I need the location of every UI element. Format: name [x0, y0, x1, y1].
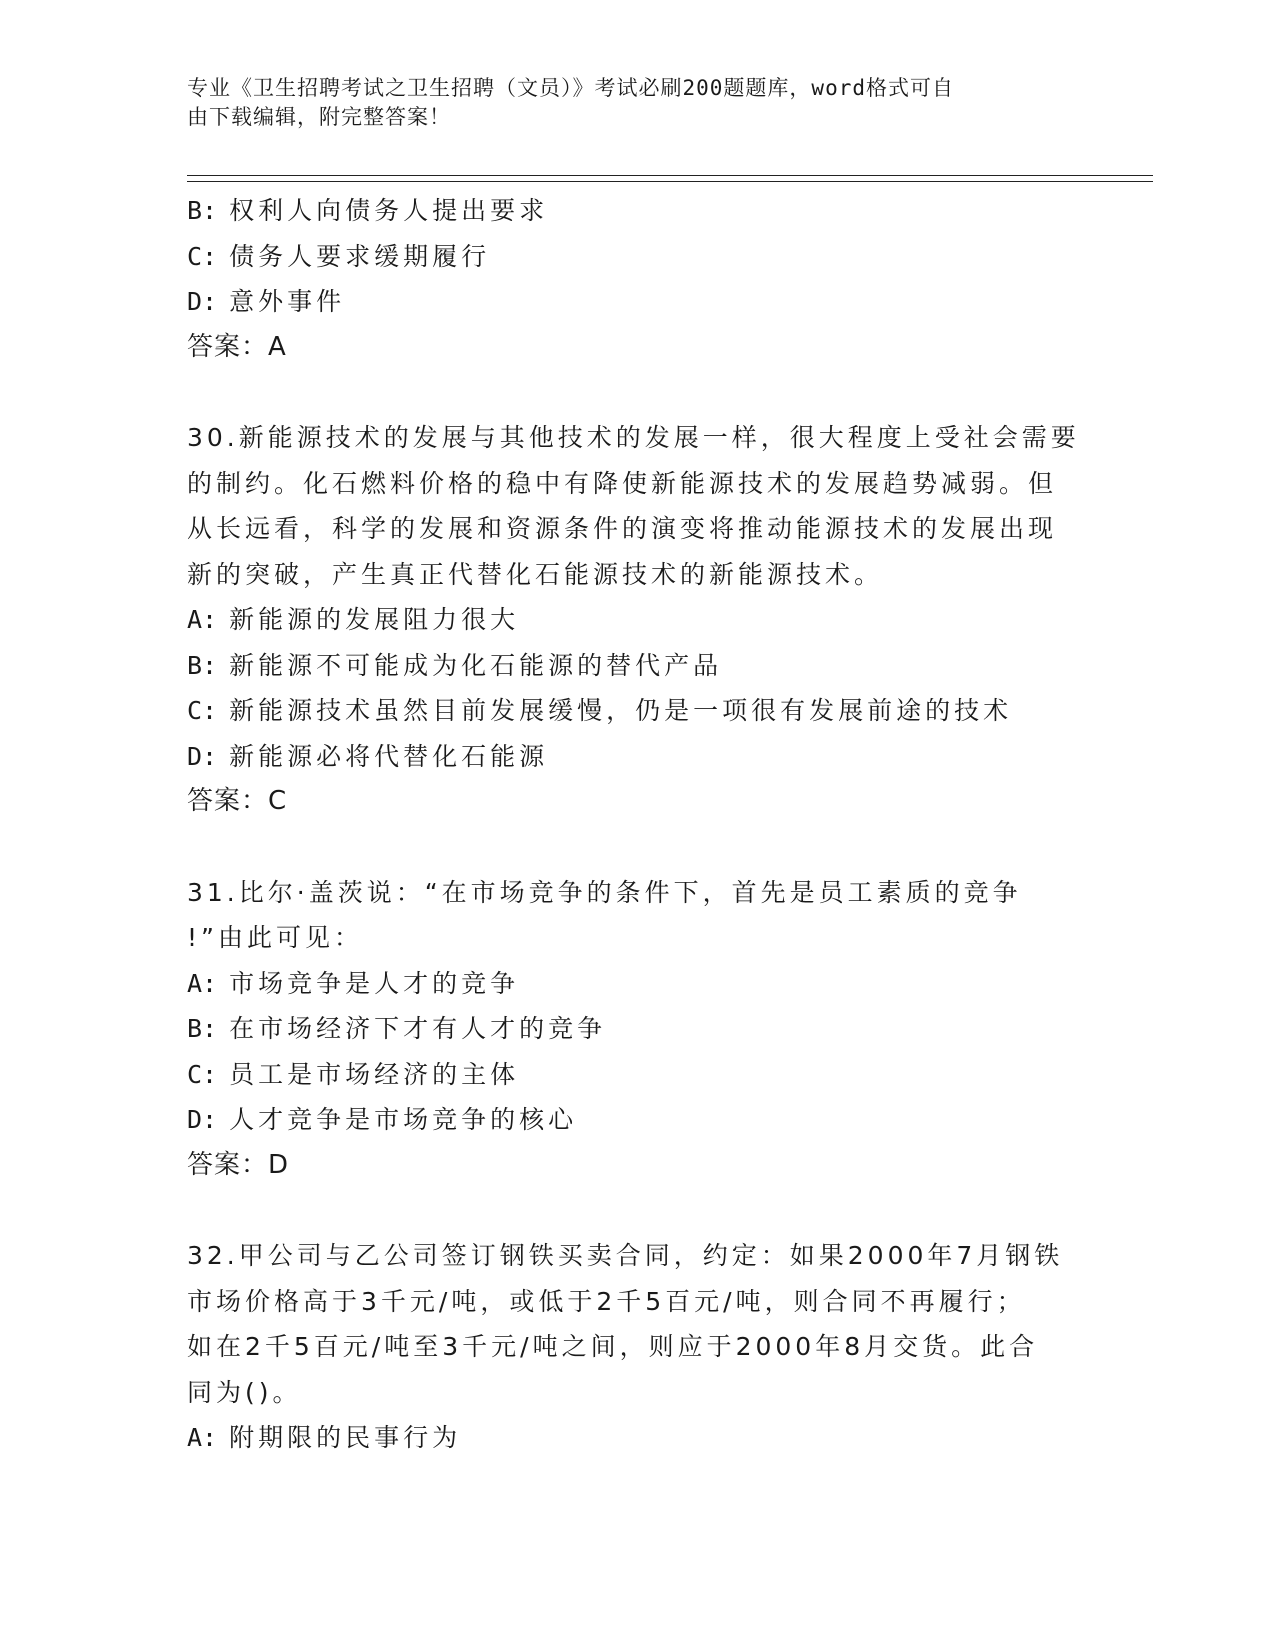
option-text: 新能源不可能成为化石能源的替代产品 — [229, 650, 723, 680]
question-32 — [187, 1233, 1077, 1461]
option-text: 新能源的发展阻力很大 — [229, 605, 520, 634]
question-30 — [187, 415, 1080, 825]
answer-line: 答案：D — [187, 1149, 290, 1180]
answer-line: 答案：C — [187, 786, 288, 816]
option-text: 新能源必将代替化石能源 — [229, 741, 549, 771]
header-title-line-1: 专业《卫生招聘考试之卫生招聘（文员）》考试必刷200题题库，word格式可自 — [187, 76, 954, 100]
option-text: 附期限的民事行为 — [229, 1423, 462, 1452]
option-c — [187, 1052, 1077, 1098]
question-text-line: 同为()。 — [187, 1377, 302, 1407]
option-letter: D: — [187, 741, 218, 771]
option-b — [187, 643, 1077, 689]
option-c — [187, 688, 1077, 734]
document-header — [187, 74, 1077, 132]
question-text-line: !”由此可见： — [187, 923, 363, 952]
question-text-line: 从长远看，科学的发展和资源条件的演变将推动能源技术的发展出现 — [187, 514, 1058, 543]
option-text: 意外事件 — [229, 287, 346, 316]
option-letter: A: — [187, 605, 218, 634]
option-letter: C: — [187, 1059, 218, 1089]
option-a — [187, 1415, 1077, 1461]
option-letter: B: — [187, 650, 218, 680]
option-letter: D: — [187, 287, 218, 316]
option-d — [187, 734, 1077, 780]
answer-line: 答案：A — [187, 331, 287, 362]
option-b — [187, 188, 1077, 234]
previous-question-tail — [187, 188, 1077, 370]
question-text-line: 市场价格高于3千元/吨，或低于2千5百元/吨，则合同不再履行； — [187, 1286, 1026, 1316]
option-text: 人才竞争是市场竞争的核心 — [229, 1105, 578, 1134]
option-d — [187, 279, 1077, 325]
question-text-line: 32.甲公司与乙公司签订钢铁买卖合同，约定：如果2000年7月钢铁 — [187, 1241, 1064, 1270]
question-text-line: 新的突破，产生真正代替化石能源技术的新能源技术。 — [187, 559, 884, 589]
option-letter: A: — [187, 968, 218, 998]
document-body — [187, 188, 1080, 1461]
header-divider — [187, 175, 1153, 182]
option-text: 员工是市场经济的主体 — [229, 1059, 520, 1089]
option-c — [187, 234, 1077, 280]
option-letter: B: — [187, 196, 218, 225]
option-letter: B: — [187, 1014, 218, 1043]
question-31 — [187, 870, 1077, 1189]
option-text: 新能源技术虽然目前发展缓慢，仍是一项很有发展前途的技术 — [229, 696, 1013, 725]
option-letter: D: — [187, 1105, 218, 1134]
question-text-line: 30.新能源技术的发展与其他技术的发展一样，很大程度上受社会需要 — [187, 423, 1080, 452]
question-text-line: 如在2千5百元/吨至3千元/吨之间，则应于2000年8月交货。此合 — [187, 1332, 1039, 1361]
option-b — [187, 1006, 1077, 1052]
question-text-line: 的制约。化石燃料价格的稳中有降使新能源技术的发展趋势减弱。但 — [187, 468, 1058, 498]
option-letter: C: — [187, 696, 218, 725]
option-letter: C: — [187, 241, 218, 271]
option-d — [187, 1097, 1077, 1143]
option-letter: A: — [187, 1423, 218, 1452]
question-text-line: 31.比尔·盖茨说：“在市场竞争的条件下，首先是员工素质的竞争 — [187, 877, 1022, 907]
option-text: 债务人要求缓期履行 — [229, 241, 491, 271]
option-text: 权利人向债务人提出要求 — [229, 196, 549, 225]
header-title-line-2: 由下载编辑，附完整答案！ — [187, 105, 451, 129]
option-text: 在市场经济下才有人才的竞争 — [229, 1014, 607, 1043]
option-a — [187, 961, 1077, 1007]
option-text: 市场竞争是人才的竞争 — [229, 968, 520, 998]
option-a — [187, 597, 1077, 643]
